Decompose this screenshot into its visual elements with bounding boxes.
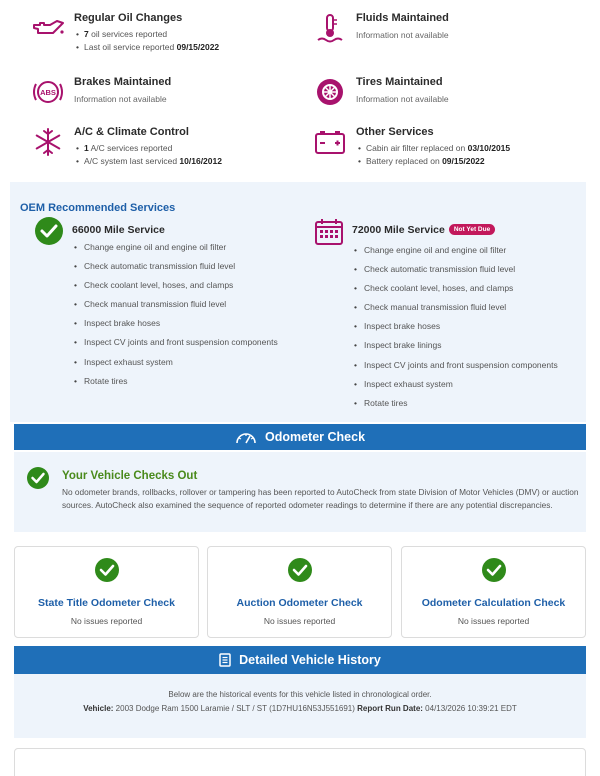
history-intro: Below are the historical events for this vehicle listed in chronological order. [168, 690, 432, 699]
list-item: • Change engine oil and engine oil filter [72, 238, 278, 257]
list-item: • Inspect exhaust system [72, 353, 278, 372]
list-item: • Change engine oil and engine oil filter [352, 241, 558, 260]
oil-can-icon [28, 10, 68, 46]
check-circle-icon [481, 557, 507, 583]
vehicle-value: 2003 Dodge Ram 1500 Laramie / SLT / ST (1D7HU16N53J551691) [115, 704, 355, 713]
service-66000-title: 66000 Mile Service [72, 224, 165, 236]
list-item: • Inspect CV joints and front suspension components [352, 356, 558, 375]
tire-icon [310, 74, 350, 110]
maint-tires-status: Information not available [356, 94, 449, 104]
odometer-summary-text: No odometer brands, rollbacks, rollover or tampering has been reported to AutoCheck from state Division of Motor Vehicles (DMV) or auction sources. AutoCheck also examined the sequence of reported odometer readings to determine if there are any potential discrepancies. [62, 487, 579, 510]
service-72000-title: 72000 Mile Service Not Yet Due [352, 224, 495, 236]
vehicle-checks-out-title: Your Vehicle Checks Out [62, 470, 198, 482]
card-status: No issues reported [70, 616, 143, 626]
oem-services [10, 182, 586, 422]
card-status: No issues reported [457, 616, 530, 626]
report-date-label: Report Run Date: [357, 704, 423, 713]
maint-oil-last: • Last oil service reported 09/15/2022 [74, 41, 304, 54]
list-item: • Rotate tires [352, 394, 558, 413]
service-72000-list [352, 241, 558, 413]
maint-fluids-status: Information not available [356, 30, 449, 40]
check-circle-icon [287, 557, 313, 583]
card-status: No issues reported [263, 616, 336, 626]
odometer-check-header [14, 424, 586, 450]
list-item: • Inspect exhaust system [352, 375, 558, 394]
maint-oil-count: • 7 oil services reported [74, 28, 304, 41]
document-icon [219, 653, 231, 667]
snowflake-icon [28, 124, 68, 160]
maint-ac-title: A/C & Climate Control [74, 126, 189, 138]
card-auction-odometer [207, 546, 392, 638]
maint-other-title: Other Services [356, 126, 434, 138]
odometer-check-title: Odometer Check [264, 430, 366, 444]
list-item: • Inspect CV joints and front suspension components [72, 333, 278, 352]
maint-ac-last: • A/C system last serviced 10/16/2012 [74, 155, 304, 168]
not-yet-due-badge: Not Yet Due [449, 224, 495, 235]
maint-other-battery: • Battery replaced on 09/15/2022 [356, 155, 586, 168]
card-state-title-odometer [14, 546, 199, 638]
service-66000-list [72, 238, 278, 391]
oem-title: OEM Recommended Services [20, 202, 176, 214]
vehicle-label: Vehicle: [83, 704, 114, 713]
list-item: • Check automatic transmission fluid level [352, 260, 558, 279]
maint-ac-count: • 1 A/C services reported [74, 142, 304, 155]
list-item: • Inspect brake hoses [72, 314, 278, 333]
maint-fluids-title: Fluids Maintained [356, 12, 449, 24]
svg-text:ABS: ABS [40, 88, 56, 97]
speedometer-icon [235, 430, 257, 444]
history-meta [14, 704, 586, 713]
list-item: • Check coolant level, hoses, and clamps [352, 279, 558, 298]
list-item: • Check coolant level, hoses, and clamps [72, 276, 278, 295]
card-odometer-calculation [401, 546, 586, 638]
maint-other-cabin: • Cabin air filter replaced on 03/10/2015 [356, 142, 586, 155]
abs-brake-icon [28, 74, 68, 110]
battery-icon [310, 124, 350, 160]
card-title: Odometer Calculation Check [421, 597, 566, 609]
history-info [14, 674, 586, 738]
detailed-history-title: Detailed Vehicle History [239, 653, 381, 667]
thermometer-fluid-icon [310, 10, 350, 46]
maint-tires-title: Tires Maintained [356, 76, 443, 88]
card-title: State Title Odometer Check [38, 597, 175, 609]
list-item: • Rotate tires [72, 372, 278, 391]
maint-brakes-title: Brakes Maintained [74, 76, 172, 88]
list-item: • Check manual transmission fluid level [352, 298, 558, 317]
card-title: Auction Odometer Check [236, 597, 363, 609]
calendar-icon [314, 218, 344, 246]
check-circle-icon [34, 216, 64, 246]
check-circle-icon [26, 466, 50, 490]
report-date-value: 04/13/2026 10:39:21 EDT [425, 704, 517, 713]
list-item: • Inspect brake hoses [352, 317, 558, 336]
list-item: • Inspect brake linings [352, 336, 558, 355]
maintenance-summary [0, 0, 600, 180]
history-event-card [14, 748, 586, 776]
list-item: • Check manual transmission fluid level [72, 295, 278, 314]
odometer-summary [14, 452, 586, 532]
maint-oil-title: Regular Oil Changes [74, 12, 183, 24]
list-item: • Check automatic transmission fluid level [72, 257, 278, 276]
maint-brakes-status: Information not available [74, 94, 167, 104]
check-circle-icon [94, 557, 120, 583]
detailed-history-header [14, 646, 586, 674]
